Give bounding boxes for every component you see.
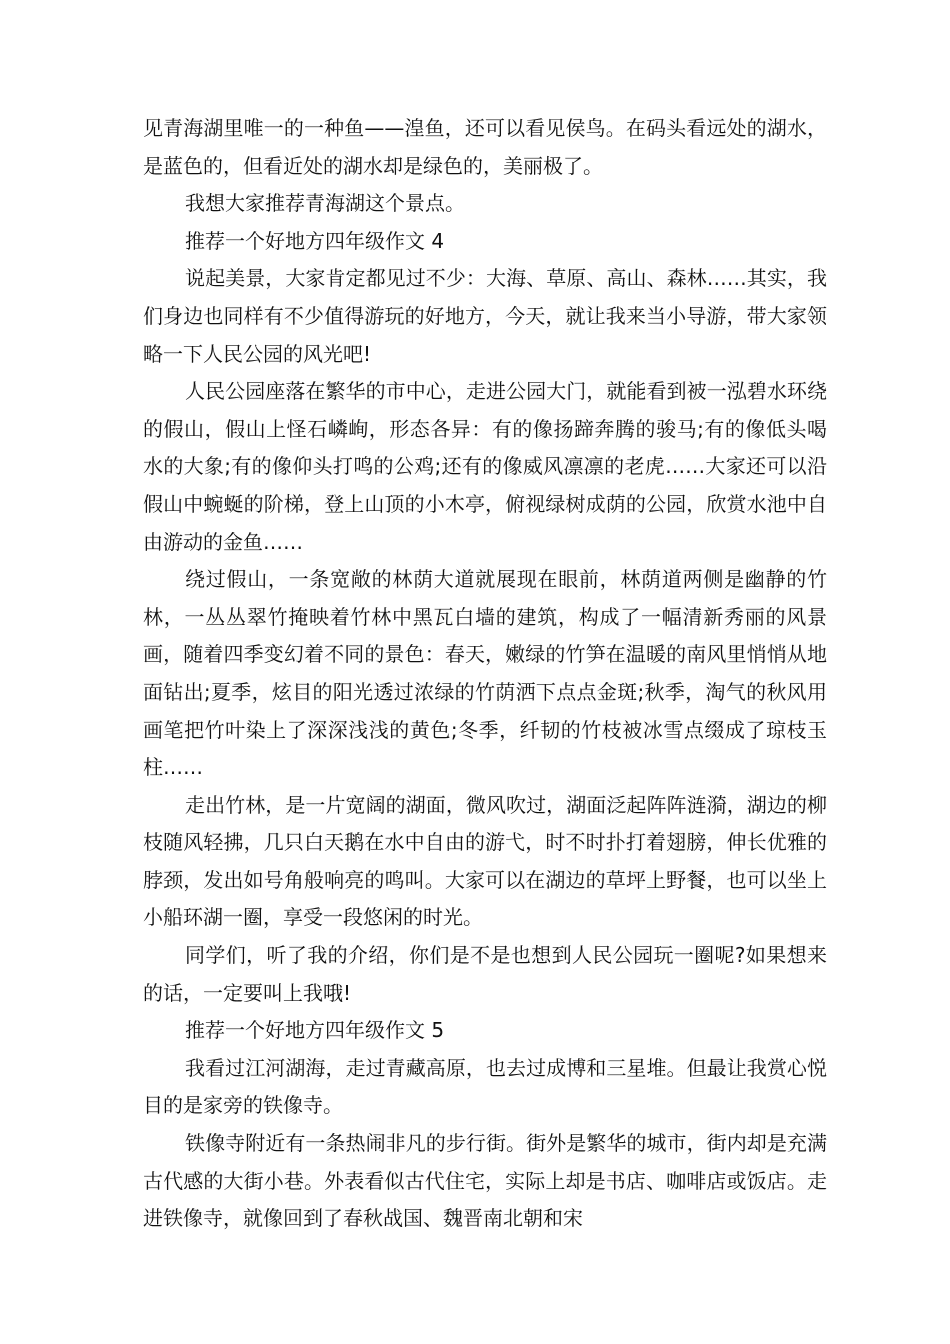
paragraph-street: 铁像寺附近有一条热闹非凡的步行街。街外是繁华的城市，街内却是充满古代感的大街小巷。外表看似古代住宅，实际上却是书店、咖啡店或饭店。走进铁像寺，就像回到了春秋战国、魏晋南北朝和宋 — [143, 1131, 827, 1231]
paragraph-bamboo: 绕过假山，一条宽敞的林荫大道就展现在眼前，林荫道两侧是幽静的竹林，一丛丛翠竹掩映着竹林中黑瓦白墙的建筑，构成了一幅清新秀丽的风景画，随着四季变幻着不同的景色：春天，嫩绿的竹笋在温暖的南风里悄悄从地面钻出;夏季，炫目的阳光透过浓绿的竹荫洒下点点金斑;秋季，淘气的秋风用画笔把竹叶染上了深深浅浅的黄色;冬季，纤韧的竹枝被冰雪点缀成了琼枝玉柱…… — [143, 567, 827, 780]
essay-heading-4: 推荐一个好地方四年级作文 4 — [185, 228, 445, 253]
essay-heading-5: 推荐一个好地方四年级作文 5 — [185, 1018, 445, 1043]
paragraph-recommendation: 我想大家推荐青海湖这个景点。 — [185, 191, 465, 216]
paragraph-temple-intro: 我看过江河湖海，走过青藏高原，也去过成博和三星堆。但最让我赏心悦目的是家旁的铁像寺。 — [143, 1055, 827, 1118]
paragraph-intro: 说起美景，大家肯定都见过不少：大海、草原、高山、森林……其实，我们身边也同样有不少值得游玩的好地方，今天，就让我来当小导游，带大家领略一下人民公园的风光吧! — [143, 266, 827, 366]
paragraph-rockery: 人民公园座落在繁华的市中心，走进公园大门，就能看到被一泓碧水环绕的假山，假山上怪石嶙峋，形态各异：有的像扬蹄奔腾的骏马;有的像低头喝水的大象;有的像仰头打鸣的公鸡;还有的像威风凛凛的老虎……大家还可以沿假山中蜿蜒的阶梯，登上山顶的小木亭，俯视绿树成荫的公园，欣赏水池中自由游动的金鱼…… — [143, 379, 827, 554]
paragraph-continuation: 见青海湖里唯一的一种鱼——湟鱼，还可以看见侯鸟。在码头看远处的湖水，是蓝色的，但看近处的湖水却是绿色的，美丽极了。 — [143, 116, 827, 178]
paragraph-closing: 同学们，听了我的介绍，你们是不是也想到人民公园玩一圈呢?如果想来的话，一定要叫上我哦! — [143, 943, 827, 1005]
document-body — [143, 110, 827, 1238]
paragraph-lake: 走出竹林，是一片宽阔的湖面，微风吹过，湖面泛起阵阵涟漪，湖边的柳枝随风轻拂，几只白天鹅在水中自由的游弋，时不时扑打着翅膀，伸长优雅的脖颈，发出如号角般响亮的鸣叫。大家可以在湖边的草坪上野餐，也可以坐上小船环湖一圈，享受一段悠闲的时光。 — [143, 792, 827, 930]
